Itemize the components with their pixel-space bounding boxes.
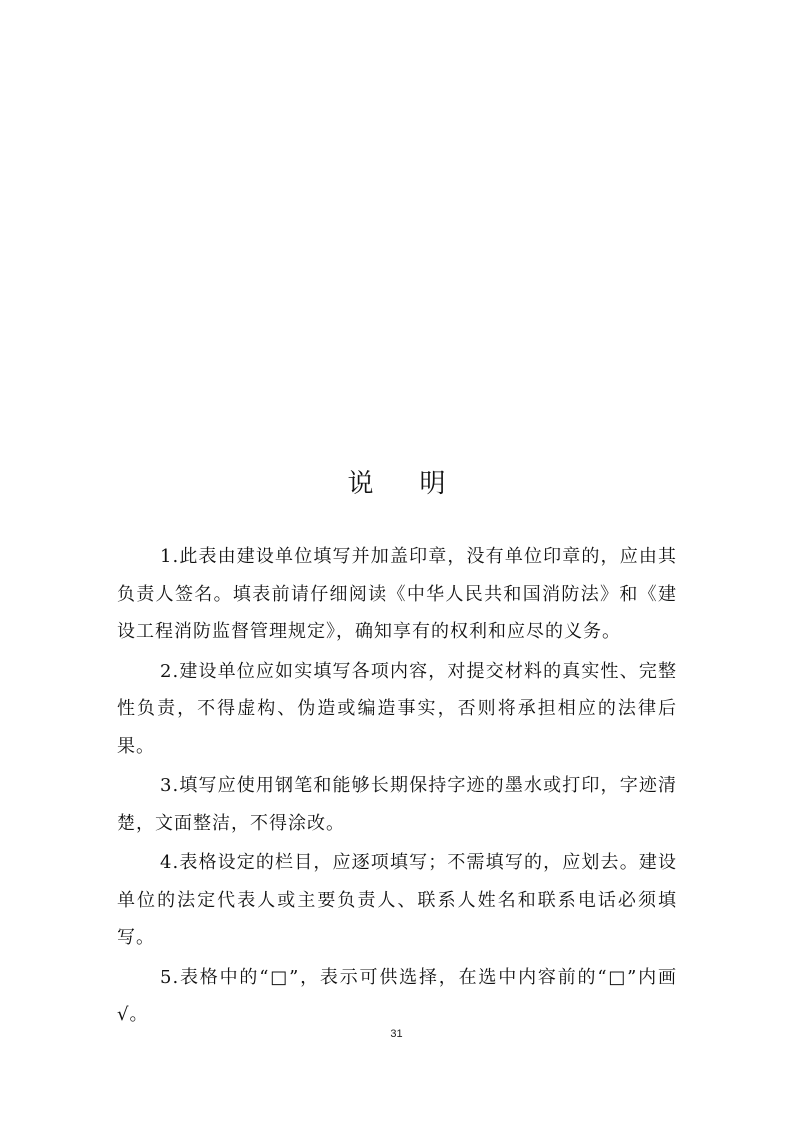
- instruction-paragraph-2: 2.建设单位应如实填写各项内容，对提交材料的真实性、完整性负责，不得虚构、伪造或编造事实，否则将承担相应的法律后果。: [117, 660, 677, 757]
- instructions-body: [117, 538, 677, 1036]
- page-title: 说明: [347, 469, 492, 499]
- instruction-paragraph-1: 1.此表由建设单位填写并加盖印章，没有单位印章的，应由其负责人签名。填表前请仔细阅读《中华人民共和国消防法》和《建设工程消防监督管理规定》，确知享有的权利和应尽的义务。: [117, 546, 677, 642]
- instruction-paragraph-3: 3.填写应使用钢笔和能够长期保持字迹的墨水或打印，字迹清楚，文面整洁，不得涂改。: [117, 775, 677, 834]
- instruction-paragraph-4: 4.表格设定的栏目，应逐项填写；不需填写的，应划去。建设单位的法定代表人或主要负责人、联系人姓名和联系电话必须填写。: [117, 852, 677, 948]
- page-number: 31: [390, 1028, 403, 1040]
- instruction-paragraph-5: 5.表格中的“□”，表示可供选择，在选中内容前的“□”内画√。: [117, 966, 677, 1025]
